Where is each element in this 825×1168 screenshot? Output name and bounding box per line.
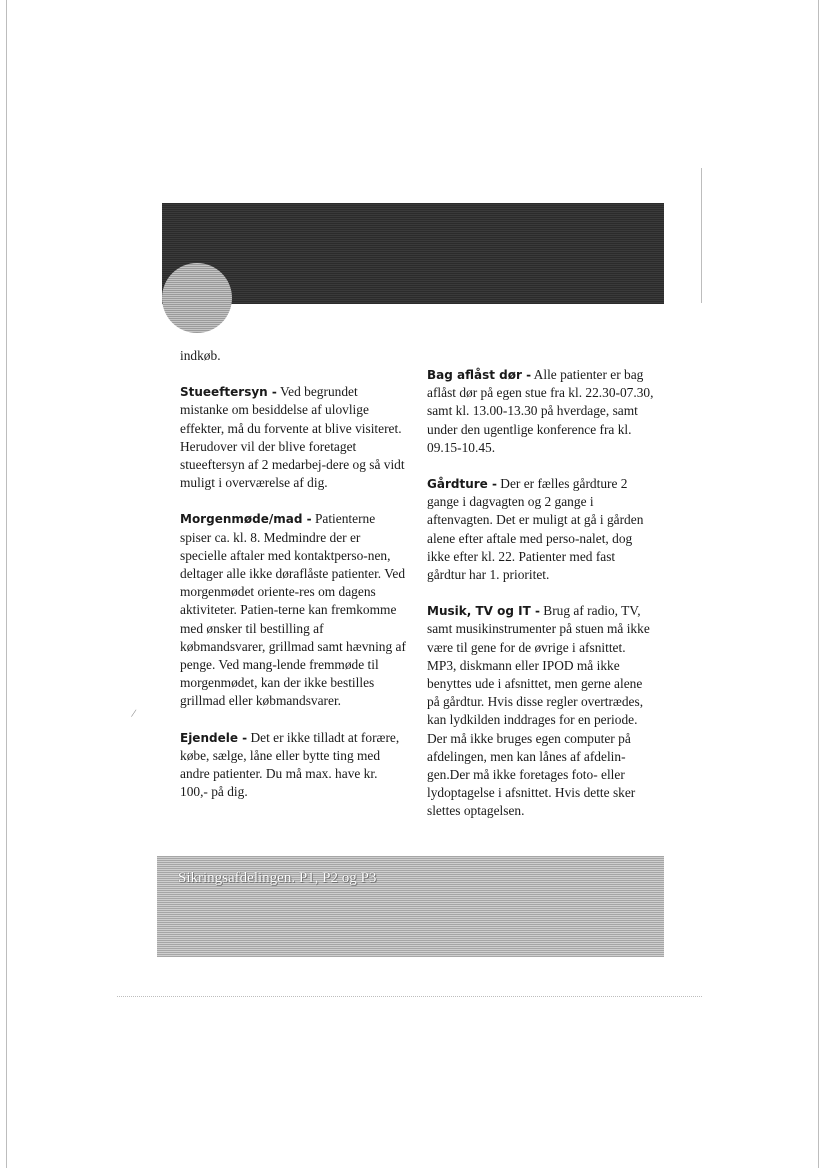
section-text: Brug af radio, TV, samt musikinstrumenter på stuen må ikke være til gene for de øvrige i afsnittet. MP3, diskmann eller IPOD må ikke benyttes ude i afsnittet, men gerne alene på gårdtur. Hvis disse regler overtrædes, kan lydkilden inddrages for en periode.	[427, 603, 650, 728]
header-circle-decoration	[162, 263, 232, 333]
header-band	[162, 203, 664, 304]
section-musik-tv-it	[427, 602, 655, 729]
continuation-text: indkøb.	[180, 348, 221, 363]
section-term: Morgenmøde/mad -	[180, 512, 312, 527]
section-term: Stueeftersyn -	[180, 385, 277, 400]
section-gaardture	[427, 475, 655, 584]
section-term: Musik, TV og IT -	[427, 604, 540, 619]
section-term: Ejendele -	[180, 730, 248, 745]
section-ejendele	[180, 729, 408, 802]
section-musik-tv-it-extra: Der må ikke bruges egen computer på afdelingen, men kan lånes af afdelin-gen.Der må ikke foretages foto- eller lydoptagelse i afsnittet. Hvis dette sker slettes optagelsen.	[427, 730, 636, 819]
footer-title: Sikringsafdelingen. P1, P2 og P3	[178, 870, 377, 886]
section-text: Patienterne spiser ca. kl. 8. Medmindre der er specielle aftaler med kontaktperso-nen, deltager alle ikke døraflåste patienter. Ved morgenmødet oriente-res om dagens aktiviteter. Patien-terne kan fremkomme med ønsker til bestilling af købmandsvarer, grillmad samt hævning af penge. Ved mang-lende fremmøde til morgenmødet, kan der ikke bestilles grillmad eller købmandsvarer.	[180, 511, 406, 709]
scan-edge-right	[818, 0, 819, 1168]
section-term: Gårdture -	[427, 477, 497, 492]
section-text: Der er fælles gårdture 2 gange i dagvagten og 2 gange i aftenvagten. Det er muligt at gå i gården alene efter aftale med perso-nalet, dog ikke efter kl. 22. Patienter med fast gårdtur har 1. prioritet.	[427, 476, 644, 583]
page-bottom-rule	[117, 996, 702, 998]
right-column	[427, 366, 655, 839]
stray-pen-mark: /	[130, 705, 138, 721]
section-term: Bag aflåst dør -	[427, 368, 532, 382]
section-bag-aflaast-dor	[427, 366, 655, 457]
section-morgenmode	[180, 510, 408, 710]
scan-edge-left	[6, 0, 7, 1168]
fold-line-right	[701, 168, 702, 303]
section-text: Det er ikke tilladt at forære, købe, sælge, låne eller bytte ting med andre patienter. Du må max. have kr. 100,- på dig.	[180, 729, 400, 800]
section-stueeftersyn	[180, 383, 408, 492]
left-column	[180, 347, 408, 819]
section-text: Alle patienter er bag aflåst dør på egen stue fra kl. 22.30-07.30, samt kl. 13.00-13.30 på hverdage, samt under den ugentlige konference fra kl. 09.15-10.45.	[427, 367, 654, 455]
section-text: Ved begrundet mistanke om besiddelse af ulovlige effekter, må du forvente at blive visiteret. Herudover vil der blive foretaget stueeftersyn af 2 medarbej-dere og så vidt muligt i overværelse af dig.	[180, 384, 405, 491]
